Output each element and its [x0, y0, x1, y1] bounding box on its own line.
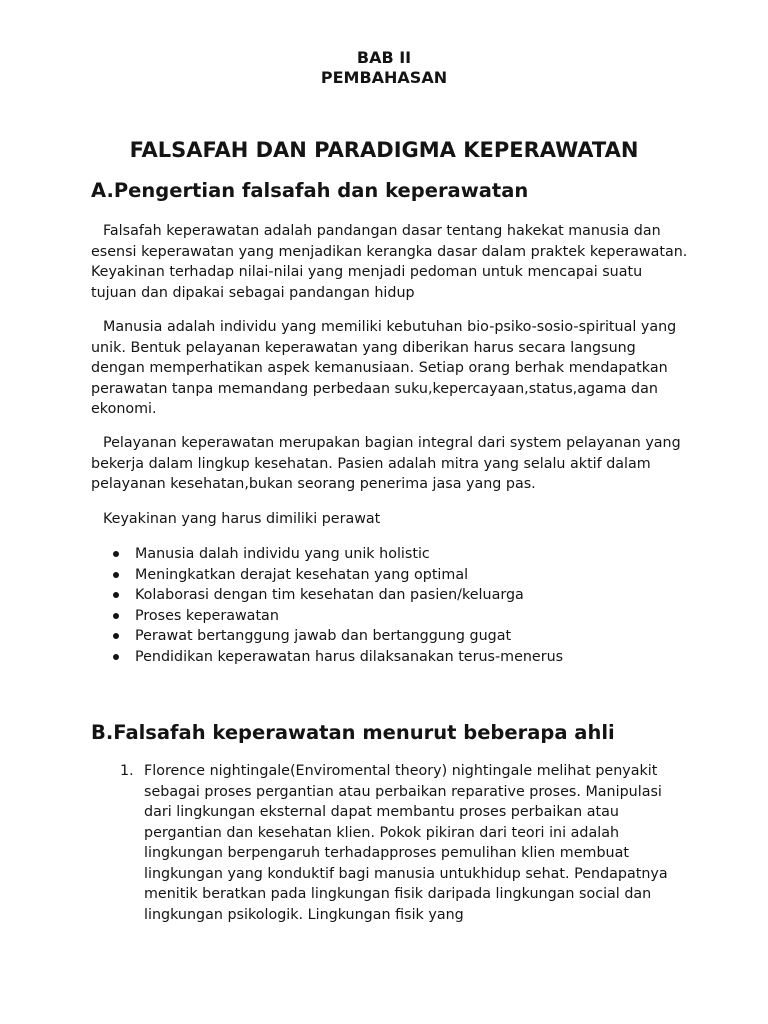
- list-item: [91, 585, 691, 606]
- list-item-text: Perawat bertanggung jawab dan bertanggung gugat: [135, 628, 512, 644]
- paragraph: Keyakinan yang harus dimiliki perawat: [103, 511, 381, 527]
- list-item: [91, 647, 691, 668]
- list-item: [91, 565, 691, 586]
- chapter-label: BAB II: [356, 48, 412, 67]
- section-b-heading: B.Falsafah keperawatan menurut beberapa ahli: [91, 721, 615, 744]
- list-item-text: Florence nightingale(Enviromental theory) nightingale melihat penyakit sebagai proses pergantian atau perbaikan reparative proses. Manipulasi dari lingkungan eksternal dapat membantu proses perbaikan atau pergantian dan kesehatan klien. Pokok pikiran dari teori ini adalah lingkungan berpengaruh terhadapproses pemulihan klien membuat lingkungan yang konduktif bagi manusia untukhidup sehat. Pendapatnya menitik beratkan pada lingkungan fisik daripada lingkungan social dan lingkungan psikologik. Lingkungan fisik yang: [144, 763, 668, 923]
- list-item-text: Proses keperawatan: [135, 607, 279, 624]
- document-title: FALSAFAH DAN PARADIGMA KEPERAWATAN: [129, 138, 639, 162]
- experts-numbered-list: [91, 761, 691, 925]
- paragraph: Falsafah keperawatan adalah pandangan dasar tentang hakekat manusia dan esensi keperawatan yang menjadikan kerangka dasar dalam praktek keperawatan. Keyakinan terhadap nilai-nilai yang menjadi pedoman untuk mencapai suatu tujuan dan dipakai sebagai pandangan hidup: [91, 223, 688, 301]
- list-number: 1.: [120, 763, 134, 779]
- bullet-icon: [113, 592, 119, 598]
- list-item-text: Meningkatkan derajat kesehatan yang optimal: [135, 566, 469, 583]
- beliefs-bullet-list: [91, 544, 691, 667]
- bullet-icon: [113, 613, 119, 619]
- list-item-text: Manusia dalah individu yang unik holistic: [135, 546, 430, 562]
- bullet-icon: [113, 551, 119, 557]
- list-item: [91, 626, 691, 647]
- list-item: [91, 544, 691, 565]
- section-a-heading: A.Pengertian falsafah dan keperawatan: [91, 179, 529, 202]
- bullet-icon: [113, 633, 119, 639]
- list-item-text: Pendidikan keperawatan harus dilaksanakan terus-menerus: [135, 648, 564, 665]
- bullet-icon: [113, 654, 119, 660]
- bullet-icon: [113, 572, 119, 578]
- section-label: PEMBAHASAN: [320, 68, 448, 87]
- paragraph: Manusia adalah individu yang memiliki kebutuhan bio-psiko-sosio-spiritual yang unik. Bentuk pelayanan keperawatan yang diberikan harus secara langsung dengan memperhatikan aspek kemanusiaan. Setiap orang berhak mendapatkan perawatan tanpa memandang perbedaan suku,kepercayaan,status,agama dan ekonomi.: [91, 319, 677, 417]
- paragraph: Pelayanan keperawatan merupakan bagian integral dari system pelayanan yang bekerja dalam lingkup kesehatan. Pasien adalah mitra yang selalu aktif dalam pelayanan kesehatan,bukan seorang penerima jasa yang pas.: [91, 435, 681, 492]
- list-item: [91, 761, 691, 925]
- list-item: [91, 606, 691, 627]
- list-item-text: Kolaborasi dengan tim kesehatan dan pasien/keluarga: [135, 587, 524, 603]
